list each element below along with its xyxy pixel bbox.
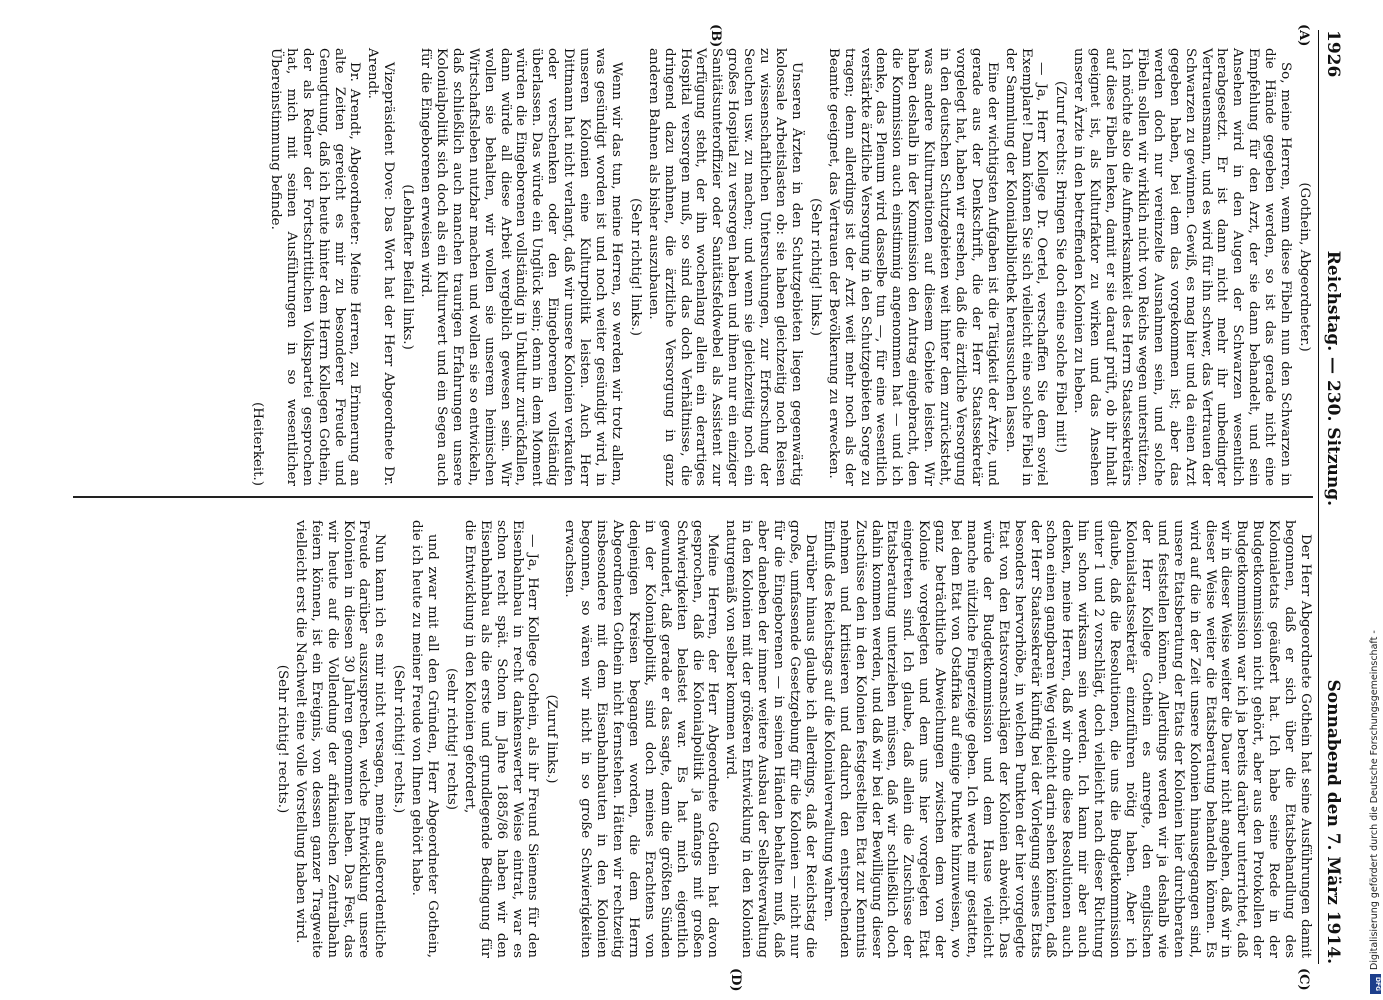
interjection: (Zuruf rechts: Bringen Sie doch eine solche Fibel mit!): [1053, 80, 1069, 454]
paragraph: Unseren Ärzten in den Schutzgebieten liegen gegenwärtig kolossale Arbeitslasten ob: sie haben gleichzeitig noch Reisen zu wissenschaftlichen Untersuchungen, zur Erforschung der Seuchen usw. zu machen; und wenn sie gleichzeitig noch ein großes Hospital zu versorgen haben und ihnen nur ein einziger Sanitätsunteroffizier oder Sanitätsfeldwebel als Assistent zur Verfügung steht, der ihn wochenlang allein ein derartiges Hospital versorgen muß, so sind das doch Verhältnisse, die dringend dazu mahnen, die ärztliche Versorgung in ganz anderen Bahnen als bisher auszubauen.: [645, 48, 804, 486]
paragraph: Darüber hinaus glaube ich allerdings, daß der Reichstag die große, umfassende Gesetzgebung für die Kolonien — nicht nur für die Eingeborenen — in seinen Händen behalten muß, daß aber daneben der immer weitere Ausbau der Selbstverwaltung in den Kolonien mit der größeren Entwicklung in den Kolonien naturgemäß von selber kommen wird.: [723, 520, 818, 958]
interjection: (Sehr richtig! links.): [807, 198, 823, 336]
interjection: (Zuruf links.): [544, 694, 560, 784]
paragraph: Wenn wir das tun, meine Herren, so werden wir trotz allem, was gesündigt worden ist und noch weiter gesündigt wird, in unseren Kolonien eine Kulturpolitik leisten. Auch Herr Dittmann hat nicht verlangt, daß wir unsere Kolonien verkaufen oder verschenken oder den Eingeborenen vollständig überlassen. Das würde ein Unglück sein; denn in dem Moment würden die Eingeborenen vollständig in Unkultur zurückfallen, dann würde all diese Arbeit vergeblich gewesen sein. Wir wollen sie behalten, wir wollen sie unserem heimischen Wirtschaftsleben nutzbar machen und wollen sie so entwickeln, daß schließlich auch manchen traurigen Erfahrungen unsere Kolonialpolitik sich doch als ein Kulturwert und ein Segen auch für die Eingeborenen erweisen wird.: [418, 48, 624, 486]
interjection: (Sehr richtig! rechts.): [391, 664, 407, 814]
interjection: (Lebhafter Beifall links.): [400, 184, 416, 350]
column-divider: [73, 496, 1313, 498]
right-text-column: [271, 520, 1313, 958]
interjection: (sehr richtig! rechts): [443, 668, 459, 810]
credit-text: Digitalisierung gefördert durch die Deutsche Forschungsgemeinschaft -: [1369, 630, 1380, 970]
paragraph: Der Herr Abgeordnete Gothein hat seine Ausführungen damit begonnen, daß er sich über die Etatsbehandlung des Kolonialetats geäußert hat. Ich habe seine Rede in der Budgetkommission nicht gehört, aber aus den Protokollen der Budgetkommission war ich ja bereits darüber unterrichtet, daß wir in dieser Weise weiter die Dauer nicht angehen, daß wir in dieser Weise weiter die Etatsberatung behandeln können. Es wird auf die in der Zeit unsere Kolonien hinausgegangen sind, unsere Etatsberatung der Etats der Kolonien hier durchberaten und feststellen können. Allerdings werden wir ja deshalb wie der Herr Kollege Gothein es anregte, den englischen Kolonialstaatssekretär einzuführen nötig haben. Aber ich glaube, daß die Resolutionen, die uns die Budgetkommission unter 1 und 2 vorschlägt, doch vielleicht nach dieser Richtung hin schon wirksam sein werden. Ich kann mir aber auch denken, meine Herren, daß wir ohne diese Resolutionen auch schon einen gangbaren Weg vielleicht darin sehen könnten, daß der Herr Staatssekretär künftig bei der Vorlegung seines Etats besonders hervorhöbe, in welchen Punkten der hier vorgelegte Etat von den Etatsvoranschlägen der Kolonien abweicht. Das würde der Budgetkommission und dem Hause vielleicht manche nützliche Fingerzeige geben. Ich werde mir gestatten, bei dem Etat von Ostafrika auf einige Punkte hinzuweisen, wo ganz beträchtliche Abweichungen zwischen dem von der Kolonie vorgelegten und dem uns hier vorgelegten Etat eingetreten sind. Ich glaube, daß allein die Zuschüsse der Etatsberatung unterziehen müssen, daß wir schließlich doch dahin kommen werden, und daß wir bei der Bewilligung dieser Zuschüsse den in den Kolonien festgestellten Etat zur Kenntnis nehmen und kritisieren und dadurch den entsprechenden Einfluß des Reichstags auf die Kolonialverwaltung wahren.: [820, 520, 1313, 958]
margin-marker-c: (C): [1296, 968, 1311, 991]
paragraph: Eine der wichtigsten Aufgaben ist die Tätigkeit der Ärzte, und gerade aus der Denkschrift, die der Herr Staatssekretär vorgelegt hat, haben wir ersehen, daß die ärztliche Versorgung in den deutschen Schutzgebieten weit hinter dem zurücksteht, was andere Kulturnationen auf diesem Gebiete leisten. Wir haben deshalb in der Kommission den Antrag eingebracht, den die Kommission auch einstimmig angenommen hat — und ich denke, das Plenum wird dasselbe tun —, für eine wesentlich verstärkte ärztliche Versorgung in den Schutzgebieten Sorge zu tragen; denn allerdings ist der Arzt weit mehr noch als der Beamte geeignet, das Vertrauen der Bevölkerung zu erwecken.: [825, 48, 1000, 486]
paragraph: (Heiterkeit.): [250, 402, 265, 486]
paragraph: So, meine Herren, wenn diese Fibeln nun den Schwarzen in die Hände gegeben werden, so ist das gerade nicht eine Empfehlung für den Arzt, der sie dann behandelt, und sein Ansehen wird in den Augen der Schwarzen wesentlich herabgesetzt. Er ist dann nicht mehr ihr unbedingter Vertrauensmann, und es wird für ihn schwer, das Vertrauen der Schwarzen zu gewinnen. Gewiß, es mag hier und da einen Arzt gegeben haben, bei dem das vorgekommen ist; aber das werden doch nur vereinzelte Ausnahmen sein, und solche Fibeln sollen wir wirklich nicht von Reichs wegen unterstützen. Ich möchte also die Aufmerksamkeit des Herrn Staatssekretärs auf diese Fibeln lenken, damit er sie darauf prüft, ob ihr Inhalt geeignet ist, als Kulturfaktor zu wirken und das Ansehen unserer Ärzte in den betreffenden Kolonien zu heben.: [1071, 48, 1294, 486]
paragraph: — Ja, Herr Kollege Gothein, als ihr Freund Siemens für den Eisenbahnbau in recht dankenswerter Weise eintrat, war es schon recht spät. Schon im Jahre 1885/86 haben wir den Eisenbahnbau als die erste und grundlegende Bedingung für die Entwicklung in den Kolonien gefordert,: [461, 520, 541, 958]
interjection: (Sehr richtig! rechts.): [274, 664, 290, 814]
interjection: (Gothein, Abgeordneter.): [1297, 182, 1312, 352]
paragraph: Nun kann ich es mir nicht versagen, meine außerordentliche Freude darüber auszusprechen, welche Entwicklung unsere Kolonien in diesen 30 Jahren genommen haben. Das Fest, das wir heute auf die Vollendung der afrikanischen Zentralbahn feiern können, ist ein Ereignis, von dessen ganzer Tragweite vielleicht erst die Nachwelt eine volle Vorstellung haben wird.: [292, 520, 388, 958]
page-header: [1318, 30, 1355, 964]
header-date: Sonnabend den 7. März 1914.: [1323, 679, 1343, 964]
digitization-credit: [1368, 0, 1382, 1000]
paragraph: Meine Herren, der Herr Abgeordnete Gothein hat davon gesprochen, daß die Kolonialpolitik ja anfangs mit großen Schwierigkeiten belastet war. Es hat mich eigentlich gewundert, daß gerade er das sagte, denn die größten Sünden in der Kolonialpolitik, sind doch meines Erachtens von denjenigen Kreisen begangen worden, die dem Herrn Abgeordneten Gothein nicht fernstehen. Hätten wir rechtzeitig insbesondere mit dem Eisenbahnbauten in den Kolonien begonnen, so wären wir nicht in so große Schwierigkeiten erwachsen.: [562, 520, 721, 958]
paragraph: Vizepräsident Dove: Das Wort hat der Herr Abgeordnete Dr. Arendt.: [365, 48, 397, 486]
interjection: (Sehr richtig! links.): [627, 198, 643, 336]
paragraph: Dr. Arendt, Abgeordneter: Meine Herren, zu Erinnerung an alte Zeiten gereicht es mir zu besonderer Freude und Genugtuung, daß ich heute hinter dem Herrn Kollegen Gothein, der als Redner der Fortschrittlichen Volkspartei gesprochen hat, mich mit seinen Ausführungen in so wesentlicher Übereinstimmung befinde.: [267, 48, 363, 486]
dfg-logo: DFG: [1370, 974, 1381, 994]
header-title: Reichstag. — 230. Sitzung.: [1323, 250, 1343, 507]
margin-marker-a: (A): [1296, 24, 1311, 47]
left-text-column: [247, 48, 1313, 486]
paragraph: und zwar mit all den Gründen, Herr Abgeordneter Gothein, die ich heute zu meiner Freude von Ihnen gehört habe.: [409, 520, 441, 958]
paragraph: — Ja, Herr Kollege Dr. Oertel, verschaffen Sie dem soviel Exemplare! Dann können Sie sich vielleicht eine solche Fibel in der Sammlung der Kolonialbibliothek heraussuchen lassen.: [1002, 48, 1050, 486]
page-number: 1926: [1323, 30, 1343, 78]
margin-marker-b: (B): [708, 24, 723, 48]
margin-marker-d: (D): [728, 968, 743, 992]
